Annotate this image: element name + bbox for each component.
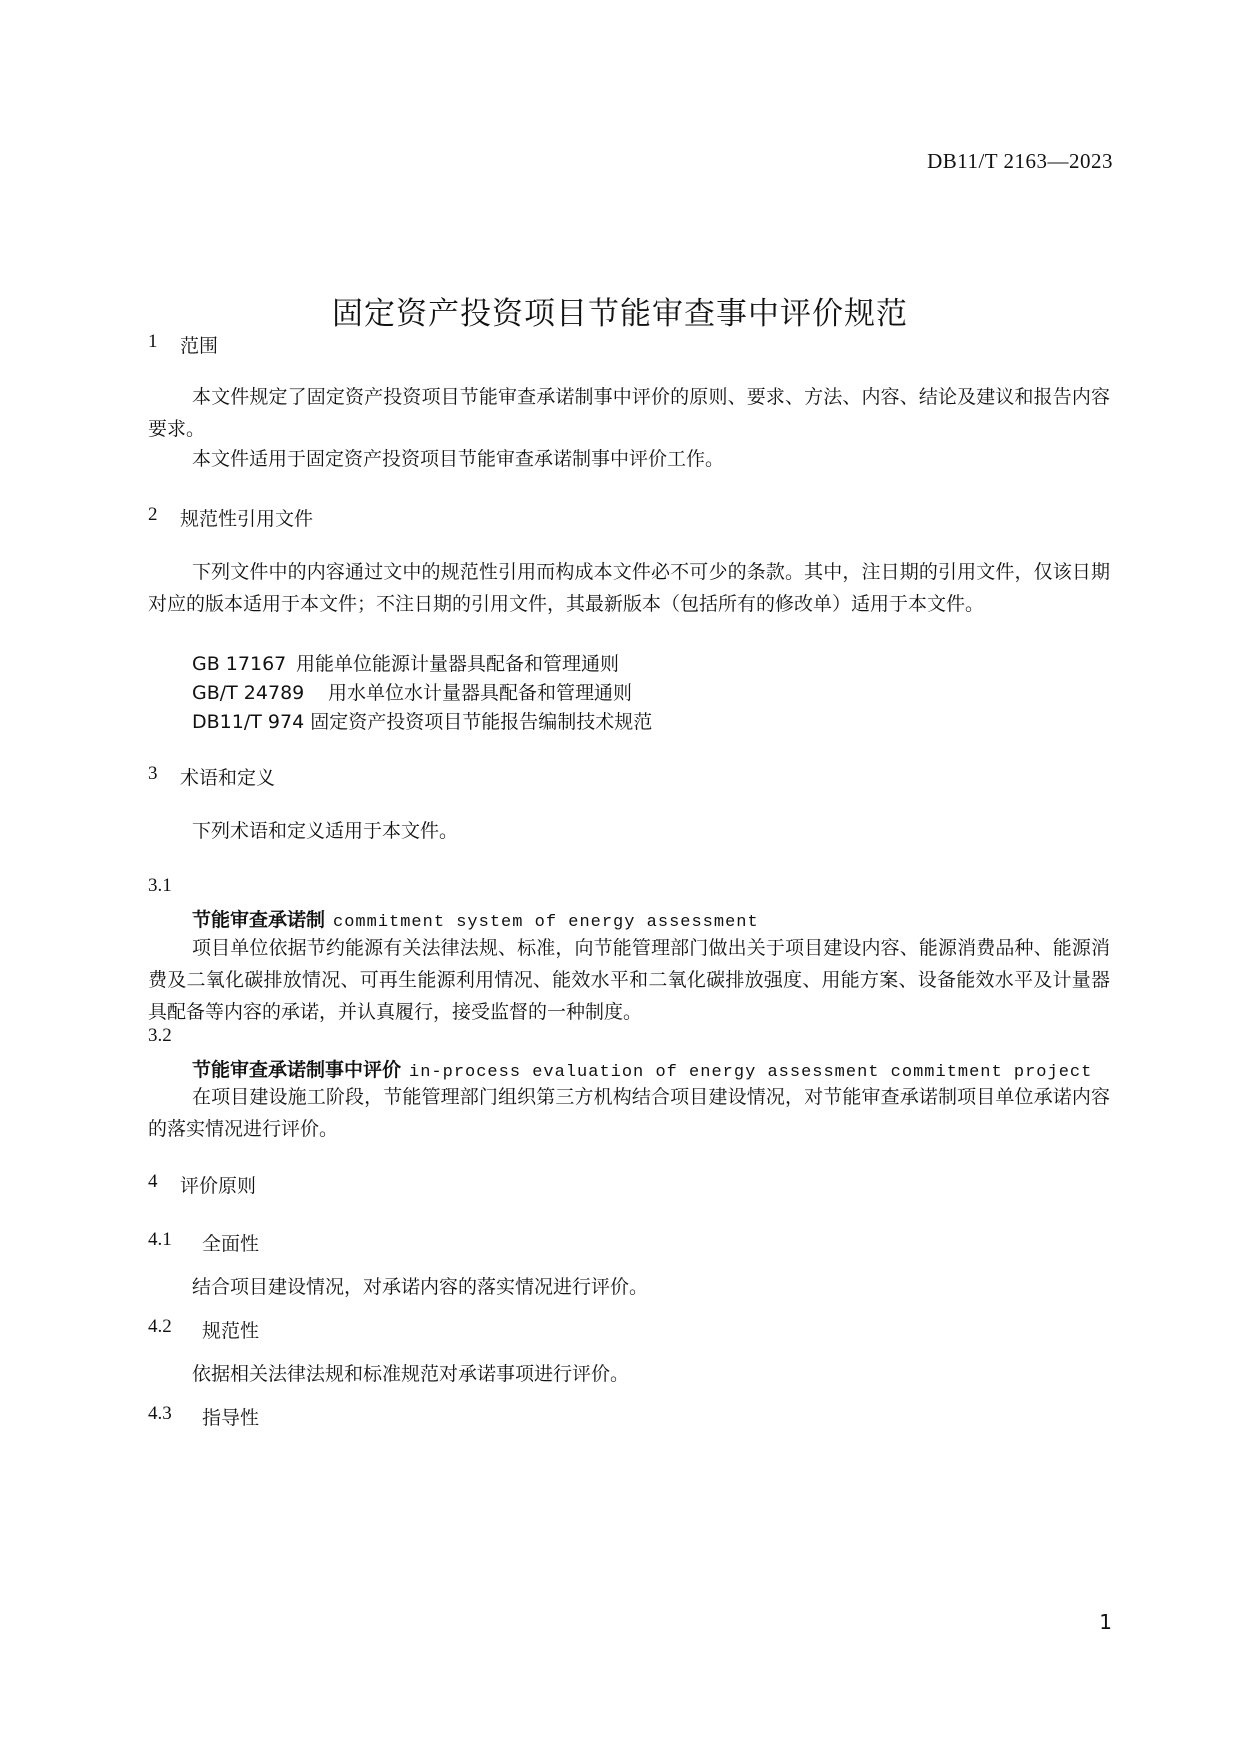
reference-code: DB11/T 974 bbox=[192, 711, 305, 733]
section-title: 规范性引用文件 bbox=[180, 508, 314, 530]
subsection-4-1-text: 结合项目建设情况，对承诺内容的落实情况进行评价。 bbox=[192, 1276, 649, 1298]
section-title: 评价原则 bbox=[180, 1175, 257, 1197]
standard-code: DB11/T 2163—2023 bbox=[927, 149, 1113, 173]
subsection-title: 规范性 bbox=[202, 1320, 260, 1342]
term-english: in-process evaluation of energy assessment commitment project bbox=[409, 1063, 1093, 1082]
term-definition: 项目单位依据节约能源有关法律法规、标准，向节能管理部门做出关于项目建设内容、能源消费品种、能源消费及二氧化碳排放情况、可再生能源利用情况、能效水平和二氧化碳排放强度、用能方案、设备能效水平及计量器具配备等内容的承诺，并认真履行，接受监督的一种制度。 bbox=[148, 937, 1110, 1023]
term-number: 3.2 bbox=[148, 1025, 172, 1046]
section-title: 术语和定义 bbox=[180, 767, 276, 789]
term-name bbox=[192, 905, 759, 932]
subsection-4-2-text: 依据相关法律法规和标准规范对承诺事项进行评价。 bbox=[192, 1363, 630, 1385]
reference-title: 用能单位能源计量器具配备和管理通则 bbox=[296, 653, 620, 675]
term-number: 3.1 bbox=[148, 875, 172, 896]
term-chinese: 节能审查承诺制 bbox=[192, 909, 326, 931]
reference-title: 固定资产投资项目节能报告编制技术规范 bbox=[310, 711, 653, 733]
reference-title: 用水单位水计量器具配备和管理通则 bbox=[328, 682, 633, 704]
terms-intro-paragraph: 下列术语和定义适用于本文件。 bbox=[192, 820, 459, 842]
reference-item bbox=[192, 707, 652, 734]
subsection-title: 全面性 bbox=[202, 1233, 260, 1255]
section-number: 1 bbox=[148, 331, 158, 352]
document-title: 固定资产投资项目节能审查事中评价规范 bbox=[332, 296, 908, 332]
section-title: 范围 bbox=[180, 335, 219, 357]
scope-paragraph-2: 本文件适用于固定资产投资项目节能审查承诺制事中评价工作。 bbox=[192, 448, 725, 470]
normative-references-paragraph: 下列文件中的内容通过文中的规范性引用而构成本文件必不可少的条款。其中，注日期的引用文件，仅该日期对应的版本适用于本文件；不注日期的引用文件，其最新版本（包括所有的修改单）适用于本文件。 bbox=[148, 561, 1110, 615]
scope-paragraph-1: 本文件规定了固定资产投资项目节能审查承诺制事中评价的原则、要求、方法、内容、结论及建议和报告内容要求。 bbox=[148, 386, 1110, 440]
subsection-number: 4.3 bbox=[148, 1403, 172, 1424]
reference-item bbox=[192, 678, 632, 705]
reference-code: GB/T 24789 bbox=[192, 682, 305, 704]
term-english: commitment system of energy assessment bbox=[333, 913, 759, 932]
term-name bbox=[192, 1055, 1092, 1082]
term-chinese: 节能审查承诺制事中评价 bbox=[192, 1059, 402, 1081]
section-number: 2 bbox=[148, 504, 158, 525]
page-number: 1 bbox=[1099, 1610, 1112, 1634]
subsection-number: 4.2 bbox=[148, 1316, 172, 1337]
subsection-title: 指导性 bbox=[202, 1407, 260, 1429]
subsection-number: 4.1 bbox=[148, 1229, 172, 1250]
reference-code: GB 17167 bbox=[192, 653, 287, 675]
term-definition: 在项目建设施工阶段，节能管理部门组织第三方机构结合项目建设情况，对节能审查承诺制项目单位承诺内容的落实情况进行评价。 bbox=[148, 1086, 1110, 1140]
reference-item bbox=[192, 649, 619, 676]
section-number: 3 bbox=[148, 763, 158, 784]
section-number: 4 bbox=[148, 1171, 158, 1192]
